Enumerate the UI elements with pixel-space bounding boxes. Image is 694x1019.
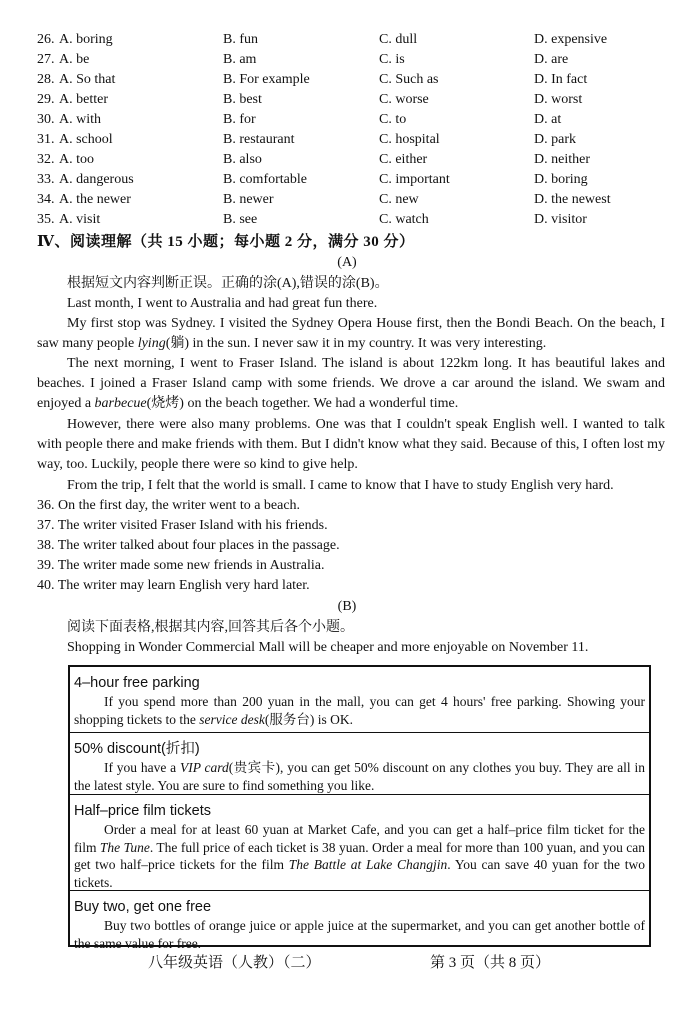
- option-b: B. am: [223, 52, 257, 67]
- promo-title: 50% discount(折扣): [74, 741, 200, 757]
- question-number: 30.: [37, 112, 55, 127]
- option-a: A. boring: [59, 32, 113, 47]
- italic-term: service desk: [199, 711, 265, 727]
- part-b-intro: Shopping in Wonder Commercial Mall will be cheaper and more enjoyable on November 11.: [67, 640, 589, 655]
- option-d: D. park: [534, 132, 576, 147]
- option-b: B. comfortable: [223, 172, 307, 187]
- promo-text: If you have a: [104, 760, 180, 775]
- question-number: 34.: [37, 192, 55, 207]
- option-a: A. dangerous: [59, 172, 134, 187]
- paragraph-text: (烧烤) on the beach together. We had a wonderful time.: [146, 396, 459, 411]
- option-a: A. too: [59, 152, 94, 167]
- judgement-question-40: 40. The writer may learn English very hard later.: [37, 578, 310, 593]
- paragraph-text: The next morning, I went to Fraser Island. The island is about 122km long. It has beautiful lakes and beaches. I joined a Fraser Island camp with some friends. We drove a car around the island. We swam and enjoyed a: [37, 356, 665, 411]
- option-row-29: [37, 90, 677, 110]
- option-row-31: [37, 130, 677, 150]
- paragraph-text: (躺) in the sun. I never saw it in my country. It was very interesting.: [165, 336, 547, 351]
- option-b: B. see: [223, 212, 258, 227]
- question-number: 33.: [37, 172, 55, 187]
- question-number: 35.: [37, 212, 55, 227]
- promo-title: 4–hour free parking: [74, 675, 200, 691]
- option-c: C. either: [379, 152, 428, 167]
- judgement-question-37: 37. The writer visited Fraser Island with his friends.: [37, 518, 328, 533]
- option-c: C. new: [379, 192, 419, 207]
- promo-text: If you spend more than 200 yuan in the mall, you can get 4 hours' free parking. Showing your shopping tickets to the: [74, 694, 645, 727]
- part-a-instruction: 根据短文内容判断正误。正确的涂(A),错误的涂(B)。: [67, 276, 389, 291]
- question-number: 31.: [37, 132, 55, 147]
- option-row-33: [37, 170, 677, 190]
- question-number: 29.: [37, 92, 55, 107]
- section-title: Ⅳ、阅读理解（共 15 小题；每小题 2 分，满分 30 分）: [37, 234, 415, 250]
- promo-cell-parking: [70, 667, 649, 733]
- option-row-26: [37, 30, 677, 50]
- option-b: B. also: [223, 152, 262, 167]
- promo-text: . The full price of each ticket is 38 yuan. Order a meal for more than 100 yuan, and you can get two half–price tickets for the film: [74, 839, 645, 872]
- question-number: 28.: [37, 72, 55, 87]
- judgement-question-39: 39. The writer made some new friends in Australia.: [37, 558, 325, 573]
- option-a: A. be: [59, 52, 90, 67]
- option-c: C. is: [379, 52, 405, 67]
- paragraph-text: My first stop was Sydney. I visited the Sydney Opera House first, then the Bondi Beach. On the beach, I saw many people: [37, 316, 665, 351]
- passage-paragraph-1: Last month, I went to Australia and had great fun there.: [67, 296, 378, 311]
- promo-title: Buy two, get one free: [74, 899, 212, 915]
- judgement-question-36: 36. On the first day, the writer went to a beach.: [37, 498, 301, 513]
- option-d: D. are: [534, 52, 569, 67]
- option-row-28: [37, 70, 677, 90]
- part-b-label: (B): [337, 599, 357, 614]
- option-d: D. expensive: [534, 32, 608, 47]
- question-number: 32.: [37, 152, 55, 167]
- promo-text: (服务台) is OK.: [264, 711, 353, 727]
- option-row-27: [37, 50, 677, 70]
- option-d: D. worst: [534, 92, 583, 107]
- option-b: B. restaurant: [223, 132, 295, 147]
- italic-term: The Tune: [99, 839, 150, 855]
- promo-text: . You can save 40 yuan for the two tickets.: [74, 857, 645, 890]
- option-row-30: [37, 110, 677, 130]
- part-a-label: (A): [337, 255, 357, 270]
- option-d: D. the newest: [534, 192, 611, 207]
- footer-page-number: 第 3 页（共 8 页）: [430, 955, 551, 971]
- passage-paragraph-2: [37, 314, 665, 354]
- option-row-32: [37, 150, 677, 170]
- option-row-34: [37, 190, 677, 210]
- promo-body: [74, 693, 645, 728]
- option-c: C. watch: [379, 212, 429, 227]
- option-b: B. best: [223, 92, 262, 107]
- promo-text: (贵宾卡), you can get 50% discount on any clothes you buy. They are all in the latest style. You are sure to find something you like.: [74, 760, 645, 793]
- option-a: A. with: [59, 112, 101, 127]
- option-b: B. newer: [223, 192, 274, 207]
- option-b: B. fun: [223, 32, 258, 47]
- option-d: D. neither: [534, 152, 590, 167]
- option-a: A. So that: [59, 72, 116, 87]
- option-a: A. better: [59, 92, 108, 107]
- option-c: C. important: [379, 172, 450, 187]
- italic-term: The Battle at Lake Changjin: [288, 857, 448, 872]
- option-b: B. For example: [223, 72, 310, 87]
- part-b-instruction: 阅读下面表格,根据其内容,回答其后各个小题。: [67, 620, 354, 635]
- option-d: D. In fact: [534, 72, 588, 87]
- promo-body: Buy two bottles of orange juice or apple juice at the supermarket, and you can get another bottle of the same value for free.: [74, 918, 645, 951]
- question-number: 27.: [37, 52, 55, 67]
- promo-title: Half–price film tickets: [74, 803, 211, 819]
- promo-cell-discount: [70, 733, 649, 795]
- option-c: C. dull: [379, 32, 418, 47]
- italic-word: barbecue: [94, 396, 147, 411]
- italic-term: VIP card: [179, 760, 229, 775]
- promo-body: [74, 759, 645, 794]
- option-b: B. for: [223, 112, 256, 127]
- option-a: A. visit: [59, 212, 101, 227]
- footer-subject: 八年级英语（人教）（二）: [148, 955, 321, 971]
- option-d: D. visitor: [534, 212, 587, 227]
- promotion-table: [68, 665, 651, 951]
- option-a: A. the newer: [59, 192, 131, 207]
- passage-paragraph-3: [37, 354, 665, 414]
- option-c: C. worse: [379, 92, 429, 107]
- option-c: C. to: [379, 112, 407, 127]
- passage-paragraph-5: From the trip, I felt that the world is small. I came to know that I have to study English very hard.: [67, 478, 614, 493]
- judgement-question-38: 38. The writer talked about four places in the passage.: [37, 538, 340, 553]
- italic-word: lying: [137, 336, 166, 351]
- question-number: 26.: [37, 32, 55, 47]
- option-c: C. hospital: [379, 132, 440, 147]
- option-d: D. at: [534, 112, 562, 127]
- promo-cell-film-tickets: [70, 795, 649, 891]
- option-d: D. boring: [534, 172, 588, 187]
- option-c: C. Such as: [379, 72, 439, 87]
- option-a: A. school: [59, 132, 113, 147]
- option-row-35: [37, 210, 677, 230]
- passage-paragraph-4: However, there were also many problems. One was that I couldn't speak English well. I wanted to talk with people there and make friends with them. But I didn't know what they said. Because of this, I often lost my way, too. Luckily, people there were so kind to give help.: [37, 417, 665, 472]
- promo-body: [74, 821, 645, 891]
- promo-text: Order a meal for at least 60 yuan at Market Cafe, and you can get a half–price film ticket for the film: [74, 822, 645, 855]
- promo-cell-buy-two: [70, 891, 649, 951]
